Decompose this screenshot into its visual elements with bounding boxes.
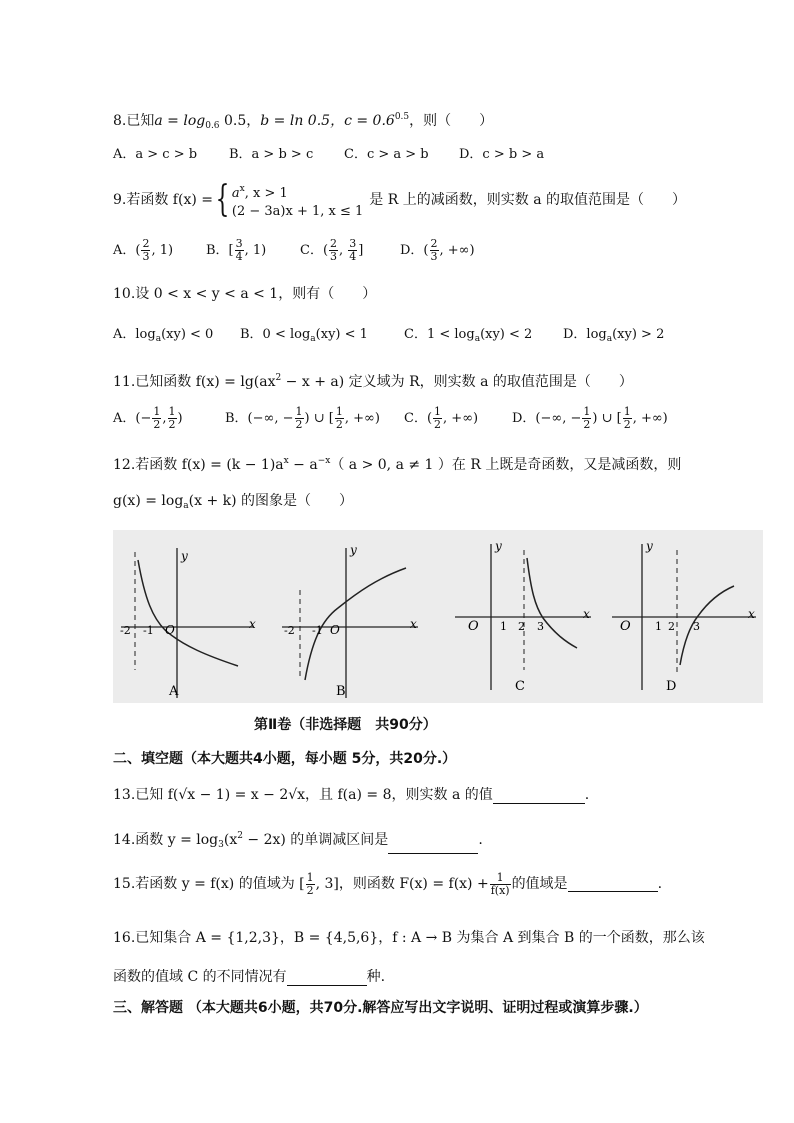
- q14-pre: 14.函数 y = log: [113, 832, 219, 848]
- q11-c-n1: 1: [434, 405, 442, 418]
- graph-d-tick: 3: [693, 620, 700, 633]
- q9-b-label: B．[: [206, 243, 234, 258]
- q9-b-rest: , 1): [244, 243, 267, 258]
- q11-b-d2: 2: [335, 418, 343, 431]
- question-8: [113, 108, 493, 135]
- graph-b: [282, 543, 418, 699]
- q9-c-frac1: [329, 238, 338, 263]
- q11-a-frac2: [168, 406, 177, 431]
- q8-a-base: 0.6: [205, 121, 220, 131]
- q12-pre: 12.若函数 f(x) = (k − 1)a: [113, 457, 284, 473]
- q8-option-a: A．a > c > b: [113, 147, 198, 162]
- graph-a-y-label: y: [181, 549, 188, 563]
- q9-c-mid: ,: [339, 243, 348, 258]
- q11-d-rest: , +∞): [632, 411, 668, 426]
- q9-piece1-tail: , x > 1: [244, 185, 288, 201]
- q10-option-d: [563, 326, 664, 348]
- graph-a-tick: -2: [120, 624, 131, 637]
- q11-a-frac1: [152, 406, 161, 431]
- answer-section-header: 三、解答题 （本大题共6小题，共70分.解答应写出文字说明、证明过程或演算步骤.）: [113, 1000, 648, 1016]
- q8-a-def: a = log: [154, 113, 206, 129]
- graph-d-y-label: y: [646, 539, 653, 553]
- graph-b-letter: B: [336, 684, 346, 699]
- q11-d-n1: 1: [583, 405, 591, 418]
- question-11: [113, 369, 633, 391]
- q12-mid: − a: [288, 457, 318, 473]
- q9-c-d: 3: [330, 250, 338, 263]
- graph-d-tick: 2: [668, 620, 675, 633]
- q11-b-rest: , +∞): [344, 411, 380, 426]
- q15-post: 的值域是: [511, 876, 568, 892]
- q9-piece1: a: [231, 185, 240, 201]
- q16-pre: 函数的值域 C 的不同情况有: [113, 969, 287, 985]
- q11-b-mid: ) ∪ [: [304, 411, 334, 426]
- q14-exp: 2: [237, 831, 243, 841]
- graph-d-tick: 1: [655, 620, 662, 633]
- q11-a-d2: 2: [168, 418, 176, 431]
- q15-answer-blank[interactable]: [568, 877, 658, 892]
- graph-b-y-label: y: [350, 543, 357, 557]
- q11-a-mid: ,: [162, 411, 167, 426]
- q9-b-n: 3: [235, 237, 243, 250]
- q8-number: 8.: [113, 113, 127, 129]
- q10-a-post: (xy) < 0: [161, 327, 214, 342]
- q10-b-sub: a: [310, 334, 316, 344]
- graph-b-origin: O: [330, 623, 340, 637]
- graph-a: [120, 548, 256, 699]
- q9-a-frac: [141, 238, 150, 263]
- q11-c-label: C．(: [404, 411, 433, 426]
- question-16-line1: 16.已知集合 A = {1,2,3}，B = {4,5,6}，f : A → B 为集合 A 到集合 B 的一个函数，那么该: [113, 930, 705, 946]
- graph-a-letter: A: [169, 684, 179, 699]
- q15-d2: f(x): [490, 883, 510, 897]
- q9-c-d2: 4: [349, 250, 357, 263]
- q9-number: 9.: [113, 192, 127, 208]
- q9-lead: 若函数 f(x) =: [126, 192, 213, 208]
- q11-d-frac2: [623, 406, 632, 431]
- q9-d-d: 3: [430, 250, 438, 263]
- q11-a-n1: 1: [153, 405, 161, 418]
- q15-n2: 1: [490, 872, 511, 885]
- q13-end: .: [584, 787, 590, 803]
- q9-tail: 是 R 上的减函数，则实数 a 的取值范围是（ ）: [369, 192, 686, 208]
- q11-b-d1: 2: [295, 418, 303, 431]
- q9-piece2: (2 − 3a)x + 1, x ≤ 1: [231, 203, 364, 219]
- q8-c-exp: 0.5: [394, 112, 410, 122]
- q14-answer-blank[interactable]: [388, 839, 478, 854]
- graph-c-curve: [527, 558, 577, 648]
- q11-a-d1: 2: [153, 418, 161, 431]
- q15-d: 2: [306, 883, 314, 897]
- q12-l2-pre: g(x) = log: [113, 493, 184, 509]
- q12-l2-sub: a: [183, 501, 189, 511]
- q11-d-d1: 2: [583, 418, 591, 431]
- q8-tail: ，则（ ）: [409, 113, 494, 129]
- graph-a-x-label: x: [249, 617, 256, 631]
- graph-c-tick: 3: [537, 620, 544, 633]
- graph-c-letter: C: [515, 679, 525, 694]
- q9-b-d: 4: [235, 250, 243, 263]
- graph-c-tick: 2: [518, 620, 525, 633]
- graph-d-x-label: x: [748, 607, 755, 621]
- q8-a-arg: 0.5，: [219, 113, 261, 129]
- q9-c-n: 2: [330, 237, 338, 250]
- q9-a-label: A．(: [113, 243, 141, 258]
- q8-option-d: D．c > b > a: [459, 147, 545, 162]
- question-10: 10.设 0 < x < y < a < 1，则有（ ）: [113, 286, 377, 302]
- q11-pre: 11.已知函数 f(x) = lg(ax: [113, 374, 276, 390]
- q12-exp1: x: [283, 456, 289, 466]
- q9-option-a: [113, 238, 173, 263]
- graph-d-origin: O: [620, 619, 631, 634]
- q11-b-frac1: [295, 406, 304, 431]
- q10-d-pre: D．log: [563, 327, 607, 342]
- q11-exp: 2: [275, 373, 282, 383]
- question-9: [113, 178, 686, 222]
- graph-a-origin: O: [165, 623, 175, 637]
- q10-d-sub: a: [606, 334, 613, 344]
- graph-b-x-label: x: [410, 617, 417, 631]
- graph-c-tick: 1: [500, 620, 507, 633]
- q9-a-rest: , 1): [151, 243, 174, 258]
- q9-d-rest: , +∞): [439, 243, 475, 258]
- q10-a-sub: a: [155, 334, 162, 344]
- q13-text: 13.已知 f(√x − 1) = x − 2√x，且 f(a) = 8，则实数 a 的值: [113, 787, 493, 803]
- q8-option-b: B．a > b > c: [229, 147, 314, 162]
- q11-a-label: A．(−: [113, 411, 152, 426]
- q9-c-n2: 3: [349, 237, 357, 250]
- q10-d-post: (xy) > 2: [612, 327, 665, 342]
- q11-d-label: D．(−∞, −: [512, 411, 582, 426]
- graph-c-y-label: y: [495, 539, 502, 553]
- q11-post: − x + a) 定义域为 R，则实数 a 的取值范围是（ ）: [281, 374, 633, 390]
- q13-answer-blank[interactable]: [493, 789, 585, 804]
- q10-option-a: [113, 326, 213, 348]
- q9-b-frac: [235, 238, 244, 263]
- section-2-title: 第Ⅱ卷（非选择题 共90分）: [254, 717, 437, 733]
- q10-option-b: [240, 326, 368, 348]
- q12-l2-post: (x + k) 的图象是（ ）: [188, 493, 354, 509]
- q11-option-d: [512, 406, 668, 431]
- q11-option-b: [225, 406, 380, 431]
- q15-frac1: [306, 872, 315, 897]
- q16-answer-blank[interactable]: [287, 971, 367, 986]
- q9-option-c: [300, 238, 363, 263]
- question-12-line1: [113, 452, 681, 474]
- piecewise-brace: {: [215, 179, 230, 220]
- graph-b-tick: -2: [284, 624, 295, 637]
- graph-c-x-label: x: [583, 607, 590, 621]
- q15-mid: , 3]，则函数 F(x) = f(x) +: [315, 876, 489, 892]
- q11-option-a: [113, 406, 183, 431]
- q9-a-n: 2: [142, 237, 150, 250]
- graph-a-curve: [138, 560, 238, 666]
- q9-option-b: [206, 238, 266, 263]
- q10-b-pre: B．0 < log: [240, 327, 311, 342]
- q16-post: 种.: [366, 969, 386, 985]
- graph-b-tick: -1: [312, 624, 323, 637]
- q10-option-c: [404, 326, 532, 348]
- graph-d-curve: [680, 586, 734, 665]
- q11-c-d1: 2: [434, 418, 442, 431]
- graph-d: [612, 539, 756, 694]
- question-14: [113, 827, 483, 854]
- q11-d-d2: 2: [623, 418, 631, 431]
- q9-c-rest: ]: [358, 243, 364, 258]
- q11-d-mid: ) ∪ [: [592, 411, 622, 426]
- q8-option-c: C．c > a > b: [344, 147, 429, 162]
- q11-b-n1: 1: [295, 405, 303, 418]
- question-16-line2: [113, 968, 385, 986]
- q11-option-c: [404, 406, 478, 431]
- graph-c-origin: O: [468, 619, 479, 634]
- q9-d-frac: [430, 238, 439, 263]
- question-12-line2: [113, 492, 353, 515]
- q11-d-frac1: [582, 406, 591, 431]
- q14-end: .: [478, 832, 483, 848]
- q14-mid: (x: [223, 832, 238, 848]
- q15-n: 1: [306, 870, 314, 884]
- q8-b-def: b = ln 0.5，: [260, 113, 345, 129]
- q11-d-n2: 1: [623, 405, 631, 418]
- q9-c-frac2: [348, 238, 357, 263]
- q8-lead: 已知: [126, 113, 155, 129]
- question-15: [113, 864, 662, 904]
- q11-b-label: B．(−∞, −: [225, 411, 294, 426]
- fill-in-header: 二、填空题（本大题共4小题，每小题 5分，共20分.）: [113, 751, 457, 767]
- q9-piece1-exp: x: [239, 183, 245, 194]
- q10-c-pre: C．1 < log: [404, 327, 475, 342]
- q9-d-n: 2: [430, 237, 438, 250]
- q10-a-pre: A．log: [113, 327, 156, 342]
- q11-b-n2: 1: [335, 405, 343, 418]
- q11-b-frac2: [335, 406, 344, 431]
- answer-graphs-panel: [113, 530, 763, 703]
- q12-post: （ a > 0, a ≠ 1 ）在 R 上既是奇函数，又是减函数，则: [330, 457, 682, 473]
- q11-c-frac1: [433, 406, 442, 431]
- graph-a-tick: -1: [143, 624, 154, 637]
- q15-pre: 15.若函数 y = f(x) 的值域为 [: [113, 876, 305, 892]
- graphs-svg: [113, 530, 763, 703]
- q12-exp2: −x: [317, 456, 331, 466]
- q15-frac2: [490, 872, 511, 897]
- q9-a-d: 3: [142, 250, 150, 263]
- question-13: [113, 786, 589, 804]
- q11-a-n2: 1: [168, 405, 176, 418]
- q15-end: .: [657, 876, 663, 892]
- q14-post: − 2x) 的单调减区间是: [242, 832, 389, 848]
- q11-c-rest: , +∞): [443, 411, 479, 426]
- q11-a-rest: ): [177, 411, 183, 426]
- graph-c: [455, 539, 591, 694]
- q10-c-sub: a: [474, 334, 481, 344]
- q9-c-label: C．(: [300, 243, 329, 258]
- q10-c-post: (xy) < 2: [480, 327, 533, 342]
- q9-option-d: [400, 238, 475, 263]
- q8-c-def: c = 0.6: [344, 113, 395, 129]
- graph-d-letter: D: [666, 679, 677, 694]
- q9-piecewise: [232, 180, 363, 221]
- q9-d-label: D．(: [400, 243, 429, 258]
- q14-sub: 3: [218, 840, 224, 850]
- q10-b-post: (xy) < 1: [315, 327, 368, 342]
